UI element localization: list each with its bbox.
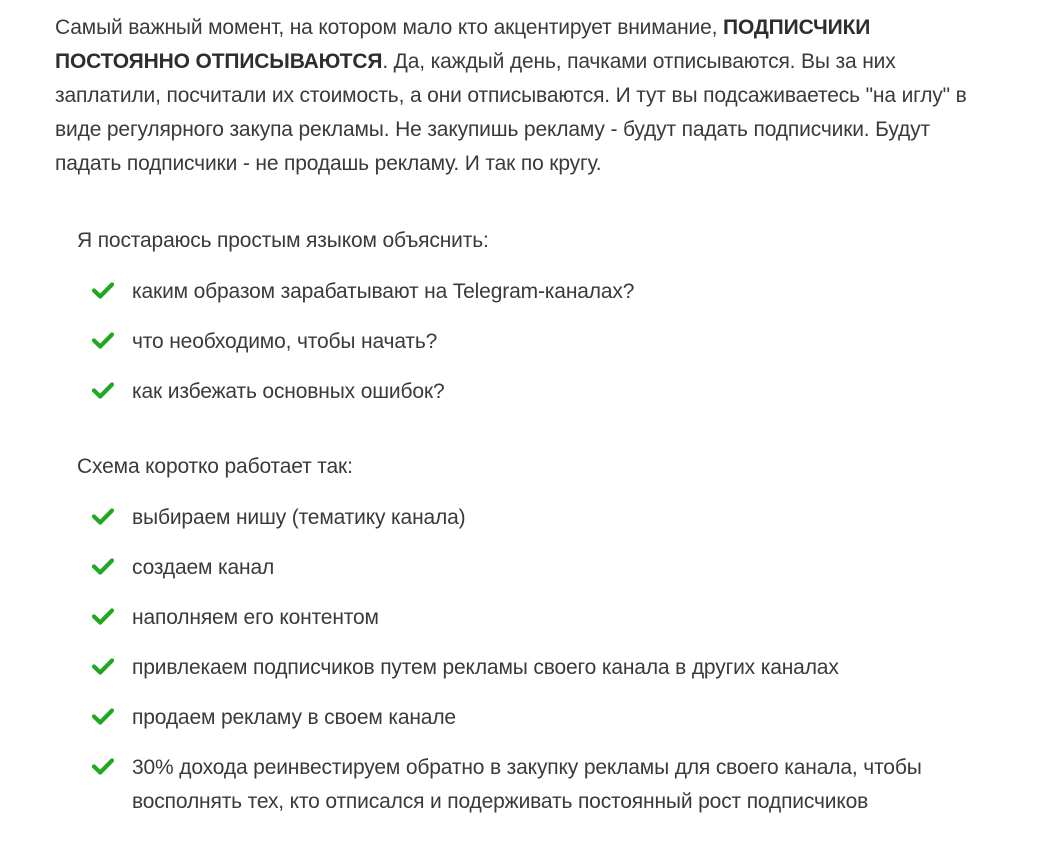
list-item-text: продаем рекламу в своем канале: [132, 706, 456, 729]
list-item: [91, 751, 971, 819]
list-item-text: привлекаем подписчиков путем рекламы своего канала в других каналах: [132, 656, 839, 679]
list-item-text: 30% дохода реинвестируем обратно в закупку рекламы для своего канала, чтобы восполнять тех, кто отписался и подерживать постоянный рост подписчиков: [132, 756, 922, 813]
check-icon: [92, 329, 114, 351]
intro-text-start: Самый важный момент, на котором мало кто акцентирует внимание,: [55, 16, 724, 39]
check-icon: [92, 705, 114, 727]
list-item-text: выбираем нишу (тематику канала): [132, 506, 466, 529]
list-item: [91, 375, 971, 409]
explain-lead: Я постараюсь простым языком объяснить:: [77, 229, 489, 252]
intro-bold-emphasis: ПОДПИСЧИКИ ПОСТОЯННО ОТПИСЫВАЮТСЯ: [55, 16, 871, 73]
list-item-text: что необходимо, чтобы начать?: [132, 330, 438, 353]
list-item: [91, 601, 971, 635]
check-icon: [92, 655, 114, 677]
check-icon: [92, 755, 114, 777]
list-item-text: наполняем его контентом: [132, 606, 379, 629]
explain-list: [91, 275, 971, 425]
list-item: [91, 501, 971, 535]
list-item-text: создаем канал: [132, 556, 275, 579]
list-item: [91, 275, 971, 309]
scheme-lead: Схема коротко работает так:: [77, 455, 353, 478]
intro-text-end: . Да, каждый день, пачками отписываются. Вы за них заплатили, посчитали их стоимость, а они отписываются. И тут вы подсаживаетесь "на иглу" в виде регулярного закупа рекламы. Не закупишь рекламу - будут падать подписчики. Будут падать подписчики - не продашь рекламу. И так по кругу.: [55, 50, 967, 175]
list-item: [91, 551, 971, 585]
list-item-text: как избежать основных ошибок?: [132, 380, 445, 403]
scheme-list: [91, 501, 971, 835]
list-item: [91, 701, 971, 735]
check-icon: [92, 279, 114, 301]
check-icon: [92, 379, 114, 401]
check-icon: [92, 555, 114, 577]
check-icon: [92, 605, 114, 627]
list-item: [91, 325, 971, 359]
intro-paragraph: [55, 11, 990, 181]
list-item: [91, 651, 971, 685]
list-item-text: каким образом зарабатывают на Telegram-каналах?: [132, 280, 635, 303]
check-icon: [92, 505, 114, 527]
